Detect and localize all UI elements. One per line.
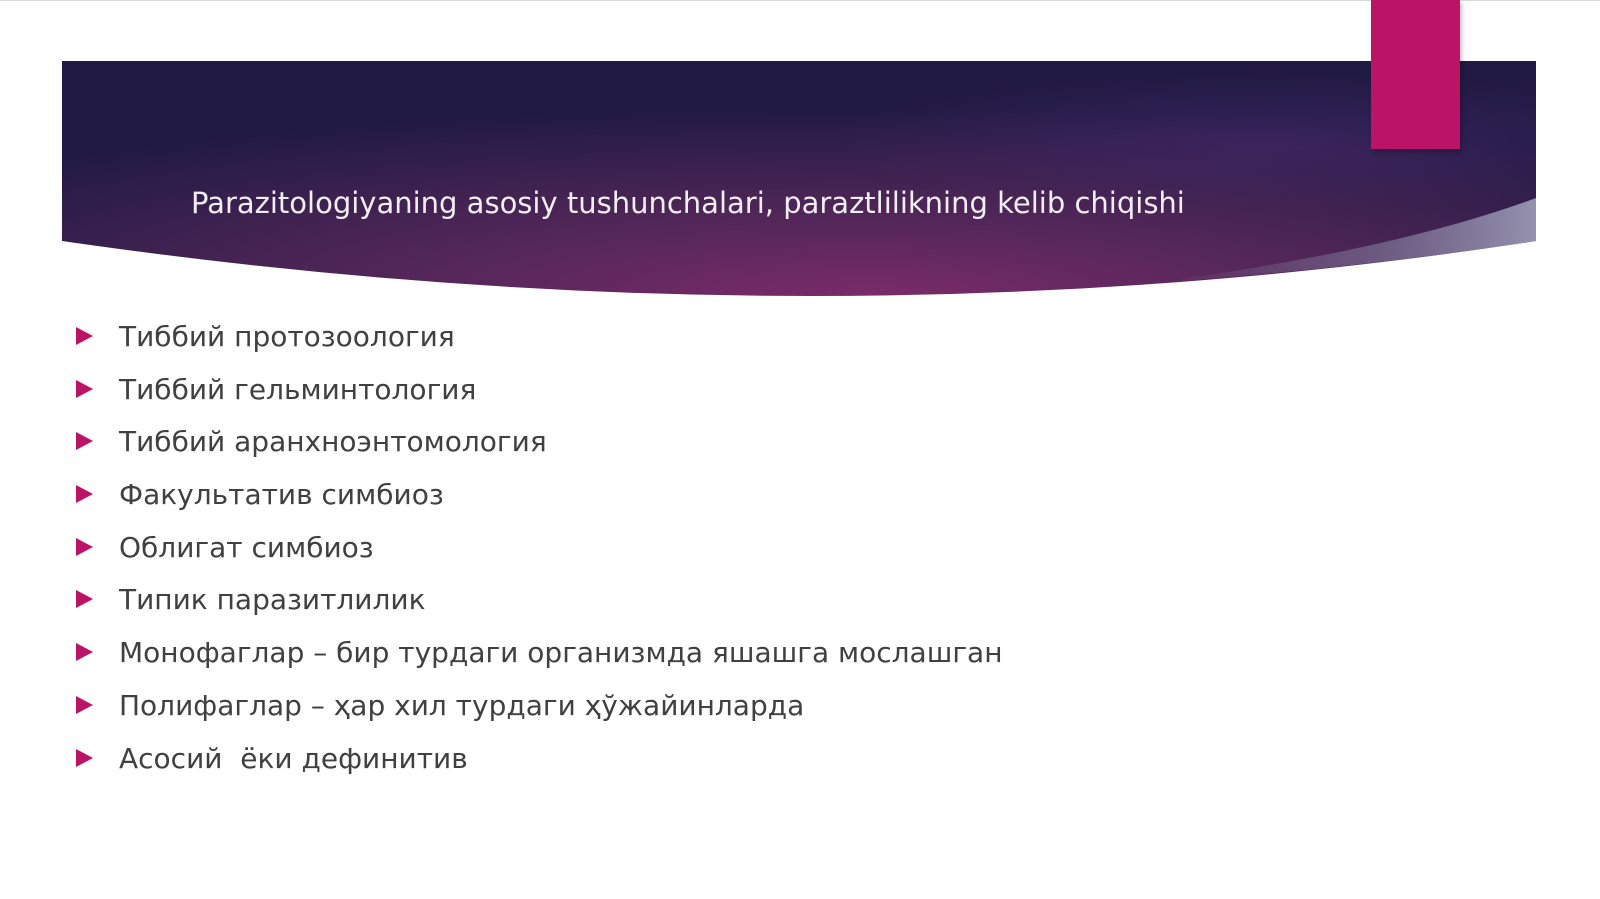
list-item-text: Полифаглар – ҳар хил турдаги ҳўжайинларда [119,688,805,722]
triangle-right-icon [76,432,93,450]
triangle-right-icon [76,380,93,398]
list-item-text: Асосий ёки дефинитив [119,741,468,775]
top-divider [0,0,1600,1]
list-item-text: Монофаглар – бир турдаги организмда яшашга мослашган [119,636,1003,670]
triangle-right-icon [76,643,93,661]
title-banner-shape [62,61,1536,301]
list-item-text: Тиббий аранхноэнтомология [119,425,547,459]
triangle-right-icon [76,749,93,767]
list-item-text: Типик паразитлилик [119,583,426,617]
slide-title: Parazitologiyaning asosiy tushunchalari, paraztlilikning kelib chiqishi [191,186,1185,220]
triangle-right-icon [76,485,93,503]
triangle-right-icon [76,327,93,345]
triangle-right-icon [76,696,93,714]
triangle-right-icon [76,590,93,608]
list-item-text: Тиббий гельминтология [119,372,477,406]
list-item-text: Облигат симбиоз [119,530,374,564]
accent-tab [1371,0,1460,149]
title-banner [62,61,1536,301]
triangle-right-icon [76,538,93,556]
list-item-text: Тиббий протозоология [119,320,455,353]
list-item-text: Факультатив симбиоз [119,478,444,512]
